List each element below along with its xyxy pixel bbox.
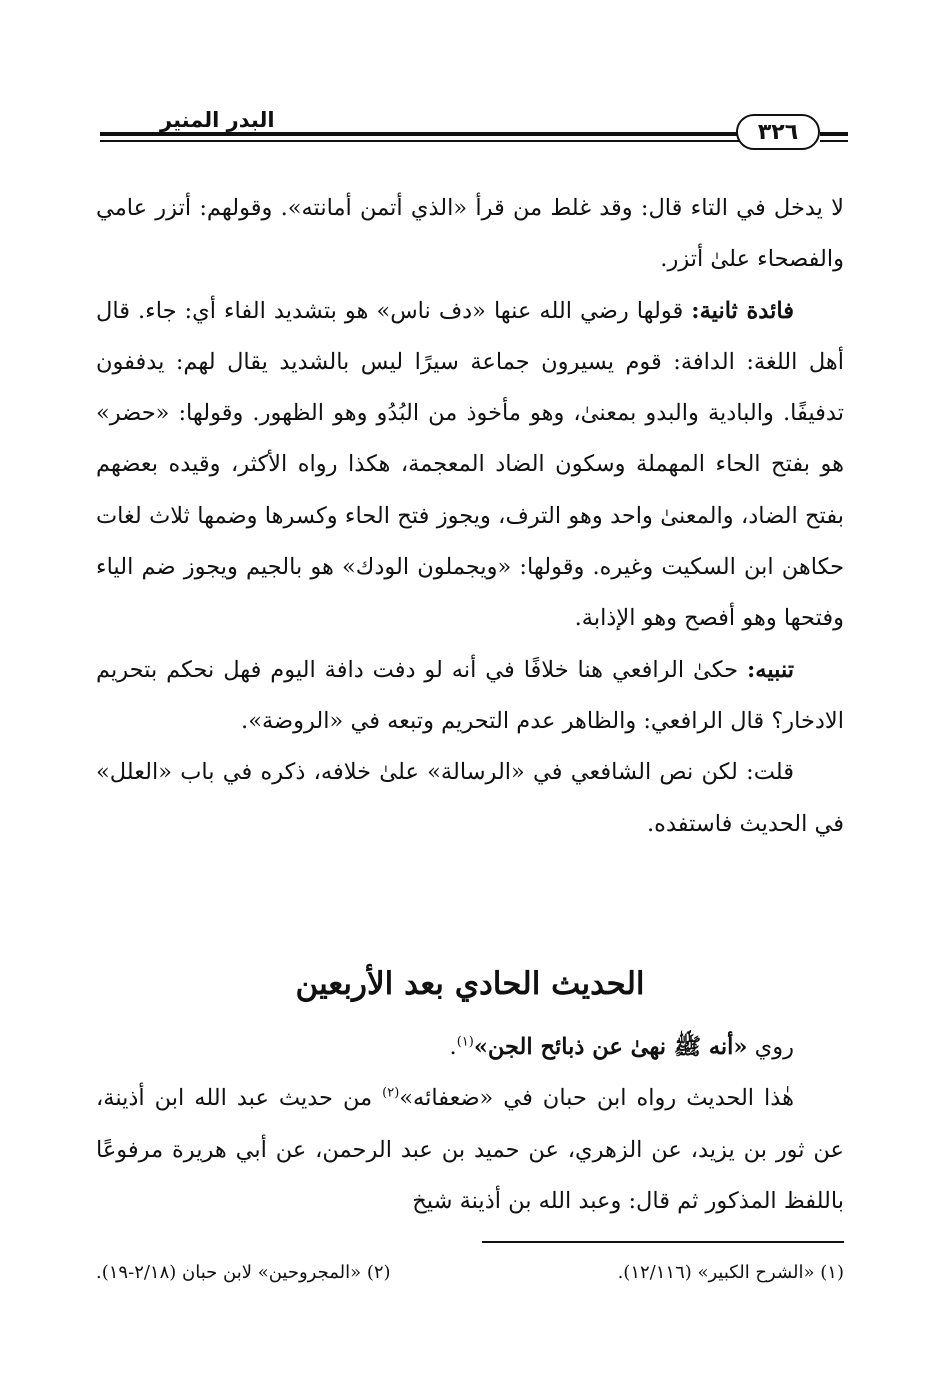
hadith-body [96,1022,844,1227]
main-text [96,183,844,850]
commentary-paragraph [96,1073,844,1227]
header-rule-right-thin [820,140,848,142]
benefit-text: قولها رضي الله عنها «دف ناس» هو بتشديد الفاء أي: جاء. قال أهل اللغة: الدافة: قوم يسيرون جماعة سيرًا ليس بالشديد يقال لهم: يدففون تدفيفًا. والبادية والبدو بمعنىٰ، وهو مأخوذ من البُدُو وهو الظهور. وقولها: «حضر» هو بفتح الحاء المهملة وسكون الضاد المعجمة، هكذا رواه الأكثر، وقيده بعضهم بفتح الضاد، والمعنىٰ واحد وهو الترف، ويجوز فتح الحاء وكسرها وضمها ثلاث لغات حكاهن ابن السكيت وغيره. وقولها: «ويجملون الودك» هو بالجيم ويجوز ضم الياء وفتحها وهو أفصح وهو الإذابة. [96,297,844,632]
paragraph-remark: قلت: لكن نص الشافعي في «الرسالة» علىٰ خلافه، ذكره في باب «العلل» في الحديث فاستفده. [96,759,844,837]
footnote-2: (٢) «المجروحين» لابن حبان (٢/١٨-١٩). [96,1262,391,1283]
hadith-prefix: روي [747,1034,794,1060]
section-title: الحديث الحادي بعد الأربعين [295,966,645,1002]
footnote-ref-2: (٢) [382,1085,400,1101]
paragraph-continuation: لا يدخل في التاء قال: وقد غلط من قرأ «الذي أتمن أمانته». وقولهم: أتزر عامي والفصحاء علىٰ أتزر. [96,195,844,273]
footnote-divider [482,1241,844,1243]
commentary-part1: هٰذا الحديث رواه ابن حبان في «ضعفائه» [399,1085,794,1112]
header-rule-right-thick [820,132,848,136]
hadith-suffix: . [449,1034,457,1060]
page-header [100,108,848,158]
paragraph-benefit [96,286,844,645]
header-rule-thin [100,140,740,142]
book-title: البدر المنير [160,108,275,132]
hadith-text: «أنه ﷺ نهىٰ عن ذبائح الجن» [473,1034,748,1060]
commentary-part2: من حديث عبد الله ابن أذينة، عن ثور بن يزيد، عن الزهري، عن حميد بن عبد الرحمن، عن أبي هريرة مرفوعًا باللفظ المذكور ثم قال: وعبد الله بن أذينة شيخ [96,1085,844,1214]
notice-lead: تنبيه: [747,656,794,683]
hadith-line [96,1022,844,1073]
paragraph-notice [96,645,844,748]
notice-text: حكىٰ الرافعي هنا خلافًا في أنه لو دفت دافة اليوم فهل نحكم بتحريم الادخار؟ قال الرافعي: والظاهر عدم التحريم وتبعه في «الروضة». [96,656,844,734]
page-number: ٣٢٦ [736,114,820,150]
benefit-lead: فائدة ثانية: [691,297,794,324]
footnotes [96,1258,844,1288]
header-rule-thick [100,132,740,136]
footnote-ref-1: (١) [456,1034,474,1050]
footnote-1: (١) «الشرح الكبير» (١٢/١١٦). [617,1262,844,1283]
